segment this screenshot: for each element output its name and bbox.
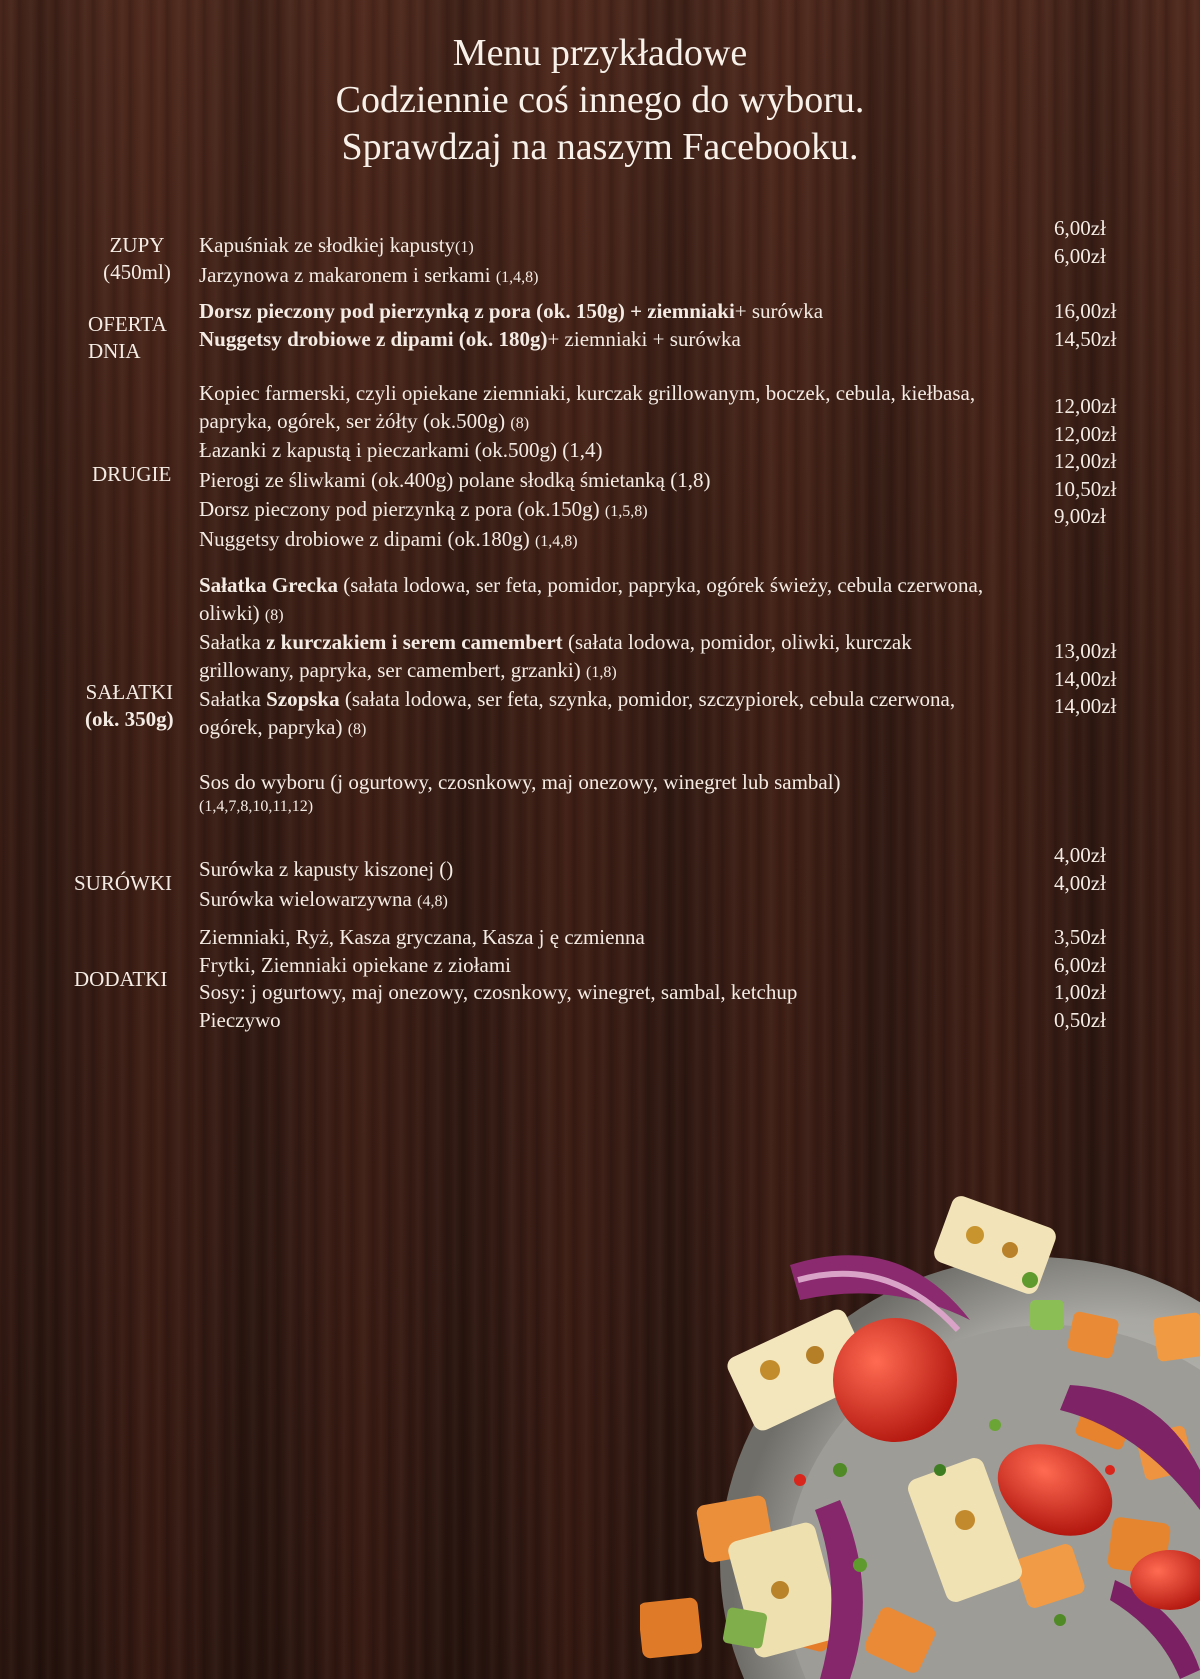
item-list [199, 924, 1019, 1034]
category-title: SAŁATKI [85, 680, 174, 704]
category-title: DRUGIE [92, 462, 172, 486]
item-allergens: (8) [347, 720, 367, 738]
category-label [74, 966, 167, 993]
item-allergens: (8) [264, 606, 284, 624]
category-subtitle: (450ml) [103, 260, 171, 284]
item-price: 9,00zł [1054, 504, 1106, 528]
menu-item [199, 467, 999, 497]
menu-item: Ziemniaki, Ryż, Kasza gryczana, Kasza j ę czmienna [199, 925, 645, 949]
menu-item [199, 298, 1019, 326]
item-allergens: (1,8) [585, 663, 617, 681]
category-label [92, 461, 171, 488]
menu-item [199, 856, 1019, 886]
item-name: Jarzynowa z makaronem i serkami [199, 262, 496, 287]
item-list [199, 298, 1019, 353]
item-price: 10,50zł [1054, 476, 1117, 501]
menu-subtitle-daily: Codziennie coś innego do wyboru. [335, 79, 865, 121]
sauce-text: Sos do wyboru (j ogurtowy, czosnkowy, maj onezowy, winegret lub sambal) [199, 770, 841, 794]
item-price: 6,00zł [1054, 952, 1106, 977]
category-title: OFERTA [88, 312, 167, 336]
item-extras: + ziemniaki + surówka [547, 326, 741, 351]
item-price: 14,00zł [1054, 694, 1117, 718]
category-label [85, 679, 174, 733]
item-price: 0,50zł [1054, 1007, 1106, 1032]
item-price: 16,00zł [1054, 299, 1117, 323]
menu-item [199, 629, 989, 686]
item-allergens: (8) [510, 414, 530, 432]
item-description: (sałata lodowa, ser feta, pomidor, papryka, ogórek świeży, cebula czerwona, oliwki) [199, 573, 984, 625]
item-price: 13,00zł [1054, 639, 1117, 663]
item-prefix: Sałatka [199, 630, 267, 654]
category-subtitle: DNIA [88, 339, 141, 363]
category-label [74, 870, 172, 897]
menu-item [199, 326, 1019, 354]
category-subtitle: (ok. 350g) [85, 707, 174, 731]
menu-item: Sosy: j ogurtowy, maj onezowy, czosnkowy, winegret, sambal, ketchup [199, 980, 798, 1004]
menu-item [199, 232, 1019, 262]
item-allergens: (1,4,8) [534, 532, 578, 550]
item-price: 1,00zł [1054, 980, 1106, 1004]
menu-item [199, 572, 989, 629]
salad-plate-photo [640, 1170, 1200, 1679]
price-list [1054, 298, 1174, 353]
category-title: SURÓWKI [74, 871, 172, 895]
item-allergens: (1,5,8) [604, 503, 648, 520]
item-name: Pierogi ze śliwkami (ok.400g) polane słodką śmietanką (1,8) [199, 467, 711, 492]
menu-item [199, 496, 999, 526]
menu-item [199, 262, 1019, 292]
item-price: 4,00zł [1054, 870, 1106, 895]
item-allergens: (1,4,8) [495, 268, 539, 286]
salad-plate-icon [640, 1170, 1200, 1679]
item-price: 4,00zł [1054, 843, 1106, 867]
item-price: 6,00zł [1054, 243, 1106, 268]
item-description: (sałata lodowa, ser feta, szynka, pomidor, szczypiorek, cebula czerwona, ogórek, papryka) [199, 687, 956, 739]
item-description: (sałata lodowa, pomidor, oliwki, kurczak grillowany, papryka, ser camembert, grzanki) [199, 630, 912, 682]
item-name: Kopiec farmerski, czyli opiekane ziemniaki, kurczak grillowanym, boczek, cebula, kiełbasa, papryka, ogórek, ser żółty (ok.500g) [199, 381, 976, 433]
item-name: Nuggetsy drobiowe z dipami (ok.180g) [199, 526, 535, 551]
menu-title: Menu przykładowe [452, 32, 748, 74]
menu-item [199, 526, 999, 556]
item-price: 12,00zł [1054, 394, 1117, 418]
menu-item [199, 686, 989, 743]
item-name: Kapuśniak ze słodkiej kapusty [199, 233, 456, 257]
item-name: Łazanki z kapustą i pieczarkami (ok.500g) (1,4) [199, 438, 603, 462]
item-list [199, 856, 1019, 915]
item-name: z kurczakiem i serem camembert [266, 630, 563, 654]
menu-item [199, 380, 999, 437]
menu-item: Frytki, Ziemniaki opiekane z ziołami [199, 952, 511, 977]
menu-item: Pieczywo [199, 1007, 281, 1032]
category-title: DODATKI [74, 967, 168, 991]
item-price: 12,00zł [1054, 421, 1117, 446]
item-prefix: Sałatka [199, 687, 267, 711]
item-name: Nuggetsy drobiowe z dipami (ok. 180g) [199, 326, 548, 351]
item-extras: + surówka [734, 299, 824, 323]
item-name: Surówka wielowarzywna [199, 886, 418, 911]
item-allergens: (4,8) [417, 892, 448, 910]
price-list [1054, 842, 1174, 897]
item-price: 14,50zł [1054, 326, 1117, 351]
category-label [92, 232, 182, 286]
sauce-note [199, 769, 989, 797]
item-price: 14,00zł [1054, 666, 1117, 691]
item-list [199, 380, 999, 555]
price-list [1054, 215, 1174, 270]
item-allergens: (1) [455, 239, 474, 256]
menu-item [199, 886, 1019, 916]
category-label [88, 311, 167, 365]
item-name: Szopska [266, 687, 340, 711]
item-price: 6,00zł [1054, 216, 1106, 240]
item-price: 12,00zł [1054, 449, 1117, 473]
price-list [1054, 638, 1174, 721]
menu-item [199, 437, 999, 467]
sauce-allergens: (1,4,7,8,10,11,12) [199, 797, 314, 815]
item-name: Surówka z kapusty kiszonej () [199, 857, 454, 881]
item-list [199, 572, 989, 817]
item-name: Dorsz pieczony pod pierzynką z pora (ok.150g) [199, 497, 605, 521]
menu-subtitle-facebook: Sprawdzaj na naszym Facebooku. [341, 126, 859, 168]
price-list [1054, 393, 1174, 531]
item-list [199, 232, 1019, 291]
item-name: Sałatka Grecka [199, 573, 339, 597]
menu-header [0, 30, 1200, 171]
price-list [1054, 924, 1174, 1034]
item-name: Dorsz pieczony pod pierzynką z pora (ok. 150g) + ziemniaki [199, 299, 735, 323]
item-price: 3,50zł [1054, 925, 1106, 949]
category-title: ZUPY [109, 233, 165, 257]
